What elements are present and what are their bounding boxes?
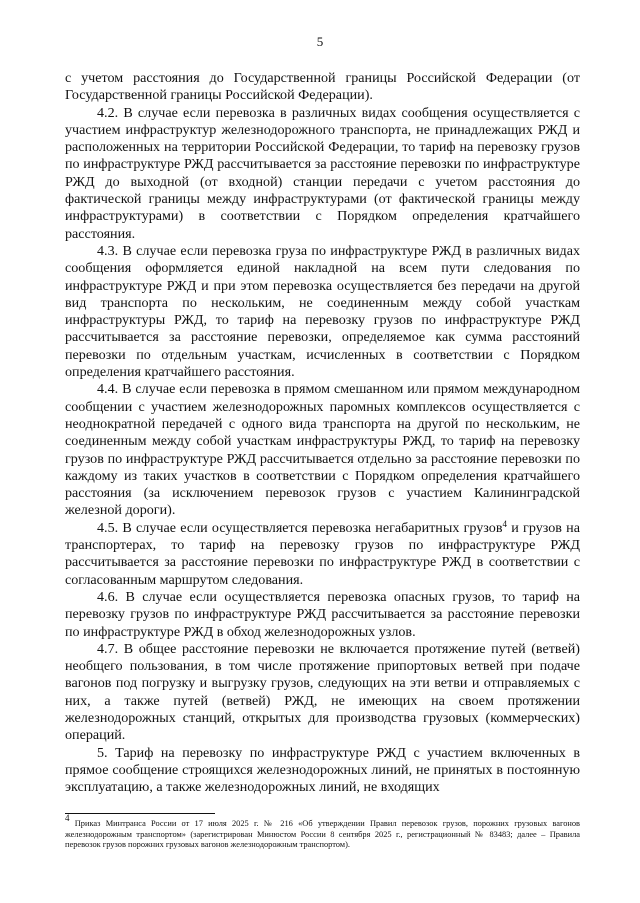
- paragraph-4-5-end: и грузов на транспортерах, то тариф на перевозку грузов по инфраструктуре РЖД рассчитывается за расстояние перевозки по инфраструктуре РЖД в соответствии с согласованным маршрутом следования.: [65, 519, 580, 588]
- paragraph-4-2: 4.2. В случае если перевозка в различных видах сообщения осуществляется с участием инфраструктур железнодорожного транспорта, не принадлежащих РЖД и расположенных на территории Российской Федерации, то тариф на перевозку грузов по инфраструктуре РЖД рассчитывается за расстояние перевозки по инфраструктуре РЖД до выходной (от входной) станции передачи с учетом расстояния до фактической границы между инфраструктурами (от фактической границы между инфраструктурами) в соответствии с Порядком определения кратчайшего расстояния.: [65, 104, 580, 242]
- paragraph-4-3: 4.3. В случае если перевозка груза по инфраструктуре РЖД в различных видах сообщения оформляется единой накладной на всем пути следования по инфраструктуре РЖД и при этом перевозка осуществляется без передачи на другой вид транспорта по нескольким, не соединенным между собой участкам инфраструктуры РЖД, то тариф на перевозку грузов по инфраструктуре РЖД рассчитывается за расстояние перевозки, определяемое как сумма расстояний перевозки по отдельным участкам, исчисленных в соответствии с Порядком определения кратчайшего расстояния.: [65, 242, 580, 381]
- page-number: 5: [316, 34, 324, 49]
- footnote-reference: 4: [502, 518, 507, 529]
- paragraph-4-7: 4.7. В общее расстояние перевозки не включается протяжение путей (ветвей) необщего пользования, в том числе протяжение припортовых ветвей при подаче вагонов под погрузку и выгрузку грузов, следующих на эти ветви и отправляемых с них, а также путей (ветвей) РЖД, не имеющих на своем протяжении железнодорожных станций, открытых для производства грузовых (коммерческих) операций.: [65, 640, 580, 744]
- footnote-divider: [65, 813, 215, 814]
- paragraph-continuation: с учетом расстояния до Государственной границы Российской Федерации (от Государственной границы Российской Федерации).: [65, 70, 580, 104]
- paragraph-4-5-start: 4.5. В случае если осуществляется перевозка негабаритных грузов: [97, 519, 503, 536]
- footnote-text: Приказ Минтранса России от 17 июля 2025 г. № 216 «Об утверждении Правил перевозок грузов, порожних грузовых вагонов железнодорожным транспортом» (зарегистрирован Минюстом России 8 сентября 2025 г., регистрационный № 83483; далее – Правила перевозок грузов порожних грузовых вагонов железнодорожным транспортом).: [65, 819, 580, 850]
- paragraph-5: 5. Тариф на перевозку по инфраструктуре РЖД с участием включенных в прямое сообщение строящихся железнодорожных линий, не принятых в постоянную эксплуатацию, а также железнодорожных линий, не входящих: [65, 744, 580, 796]
- paragraph-4-5: [65, 520, 580, 589]
- paragraph-4-4: 4.4. В случае если перевозка в прямом смешанном или прямом международном сообщении с участием железнодорожных паромных комплексов осуществляется с неоднократной передачей с одного вида транспорта на другой по нескольким, не соединенным между собой участкам инфраструктуры РЖД, то тариф на перевозку грузов по инфраструктуре РЖД рассчитывается отдельно за расстояние перевозки по каждому из таких участков в соответствии с Порядком определения кратчайшего расстояния (за исключением перевозок грузов с участием Калининградской железной дороги).: [65, 381, 580, 519]
- paragraph-4-6: 4.6. В случае если осуществляется перевозка опасных грузов, то тариф на перевозку грузов по инфраструктуре РЖД рассчитывается за расстояние перевозки по инфраструктуре РЖД в обход железнодорожных узлов.: [65, 588, 580, 640]
- footnote: [65, 813, 580, 851]
- document-body: [65, 70, 580, 796]
- footnote-mark: 4: [65, 813, 70, 823]
